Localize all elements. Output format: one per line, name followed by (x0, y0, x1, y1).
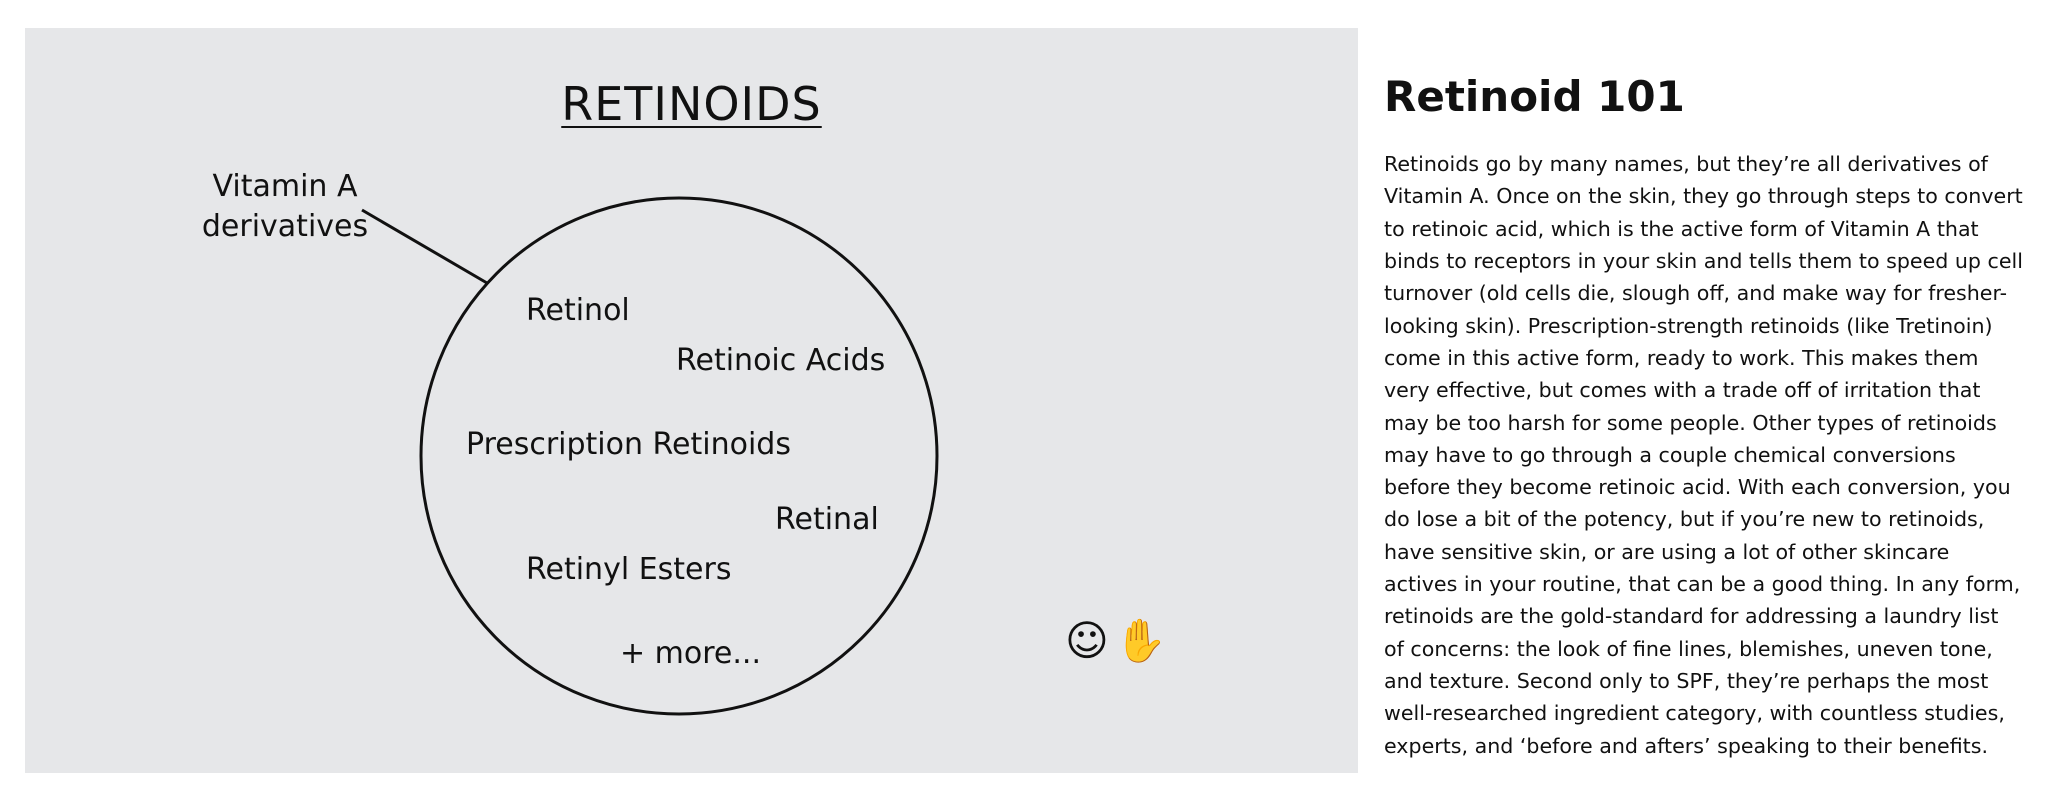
label-retinyl-esters: Retinyl Esters (526, 552, 732, 587)
label-prescription-retinoids: Prescription Retinoids (466, 427, 791, 462)
label-more: + more... (620, 636, 761, 671)
label-retinol: Retinol (526, 293, 630, 328)
diagram-title-text: RETINOIDS (561, 77, 822, 131)
emoji-group (1065, 616, 1168, 665)
article-body: Retinoids go by many names, but they’re all derivatives of Vitamin A. Once on the skin, they go through steps to convert to retinoic acid, which is the active form of Vitamin A that binds to receptors in your skin and tells them to speed up cell turnover (old cells die, slough off, and make way for fresher-looking skin). Prescription-strength retinoids (like Tretinoin) come in this active form, ready to work. This makes them very effective, but comes with a trade off of irritation that may be too harsh for some people. Other types of retinoids may have to go through a couple chemical conversions before they become retinoic acid. With each conversion, you do lose a bit of the potency, but if you’re new to retinoids, have sensitive skin, or are using a lot of other skincare actives in your routine, that can be a good thing. In any form, retinoids are the gold-standard for addressing a laundry list of concerns: the look of fine lines, blemishes, uneven tone, and texture. Second only to SPF, they’re perhaps the most well-researched ingredient category, with countless studies, experts, and ‘before and afters’ speaking to their benefits. (1384, 152, 2023, 758)
label-retinoic-acids: Retinoic Acids (676, 343, 886, 378)
vitamin-a-callout: Vitamin A derivatives (201, 169, 369, 244)
retinoids-diagram (25, 28, 1358, 773)
diagram-title (25, 77, 1358, 131)
article-heading: Retinoid 101 (1384, 72, 1685, 121)
article (1384, 74, 2024, 762)
waving-hand-icon: ✋ (1114, 616, 1168, 665)
label-retinal: Retinal (775, 502, 879, 537)
smiling-face-icon: ☺ (1065, 616, 1109, 665)
